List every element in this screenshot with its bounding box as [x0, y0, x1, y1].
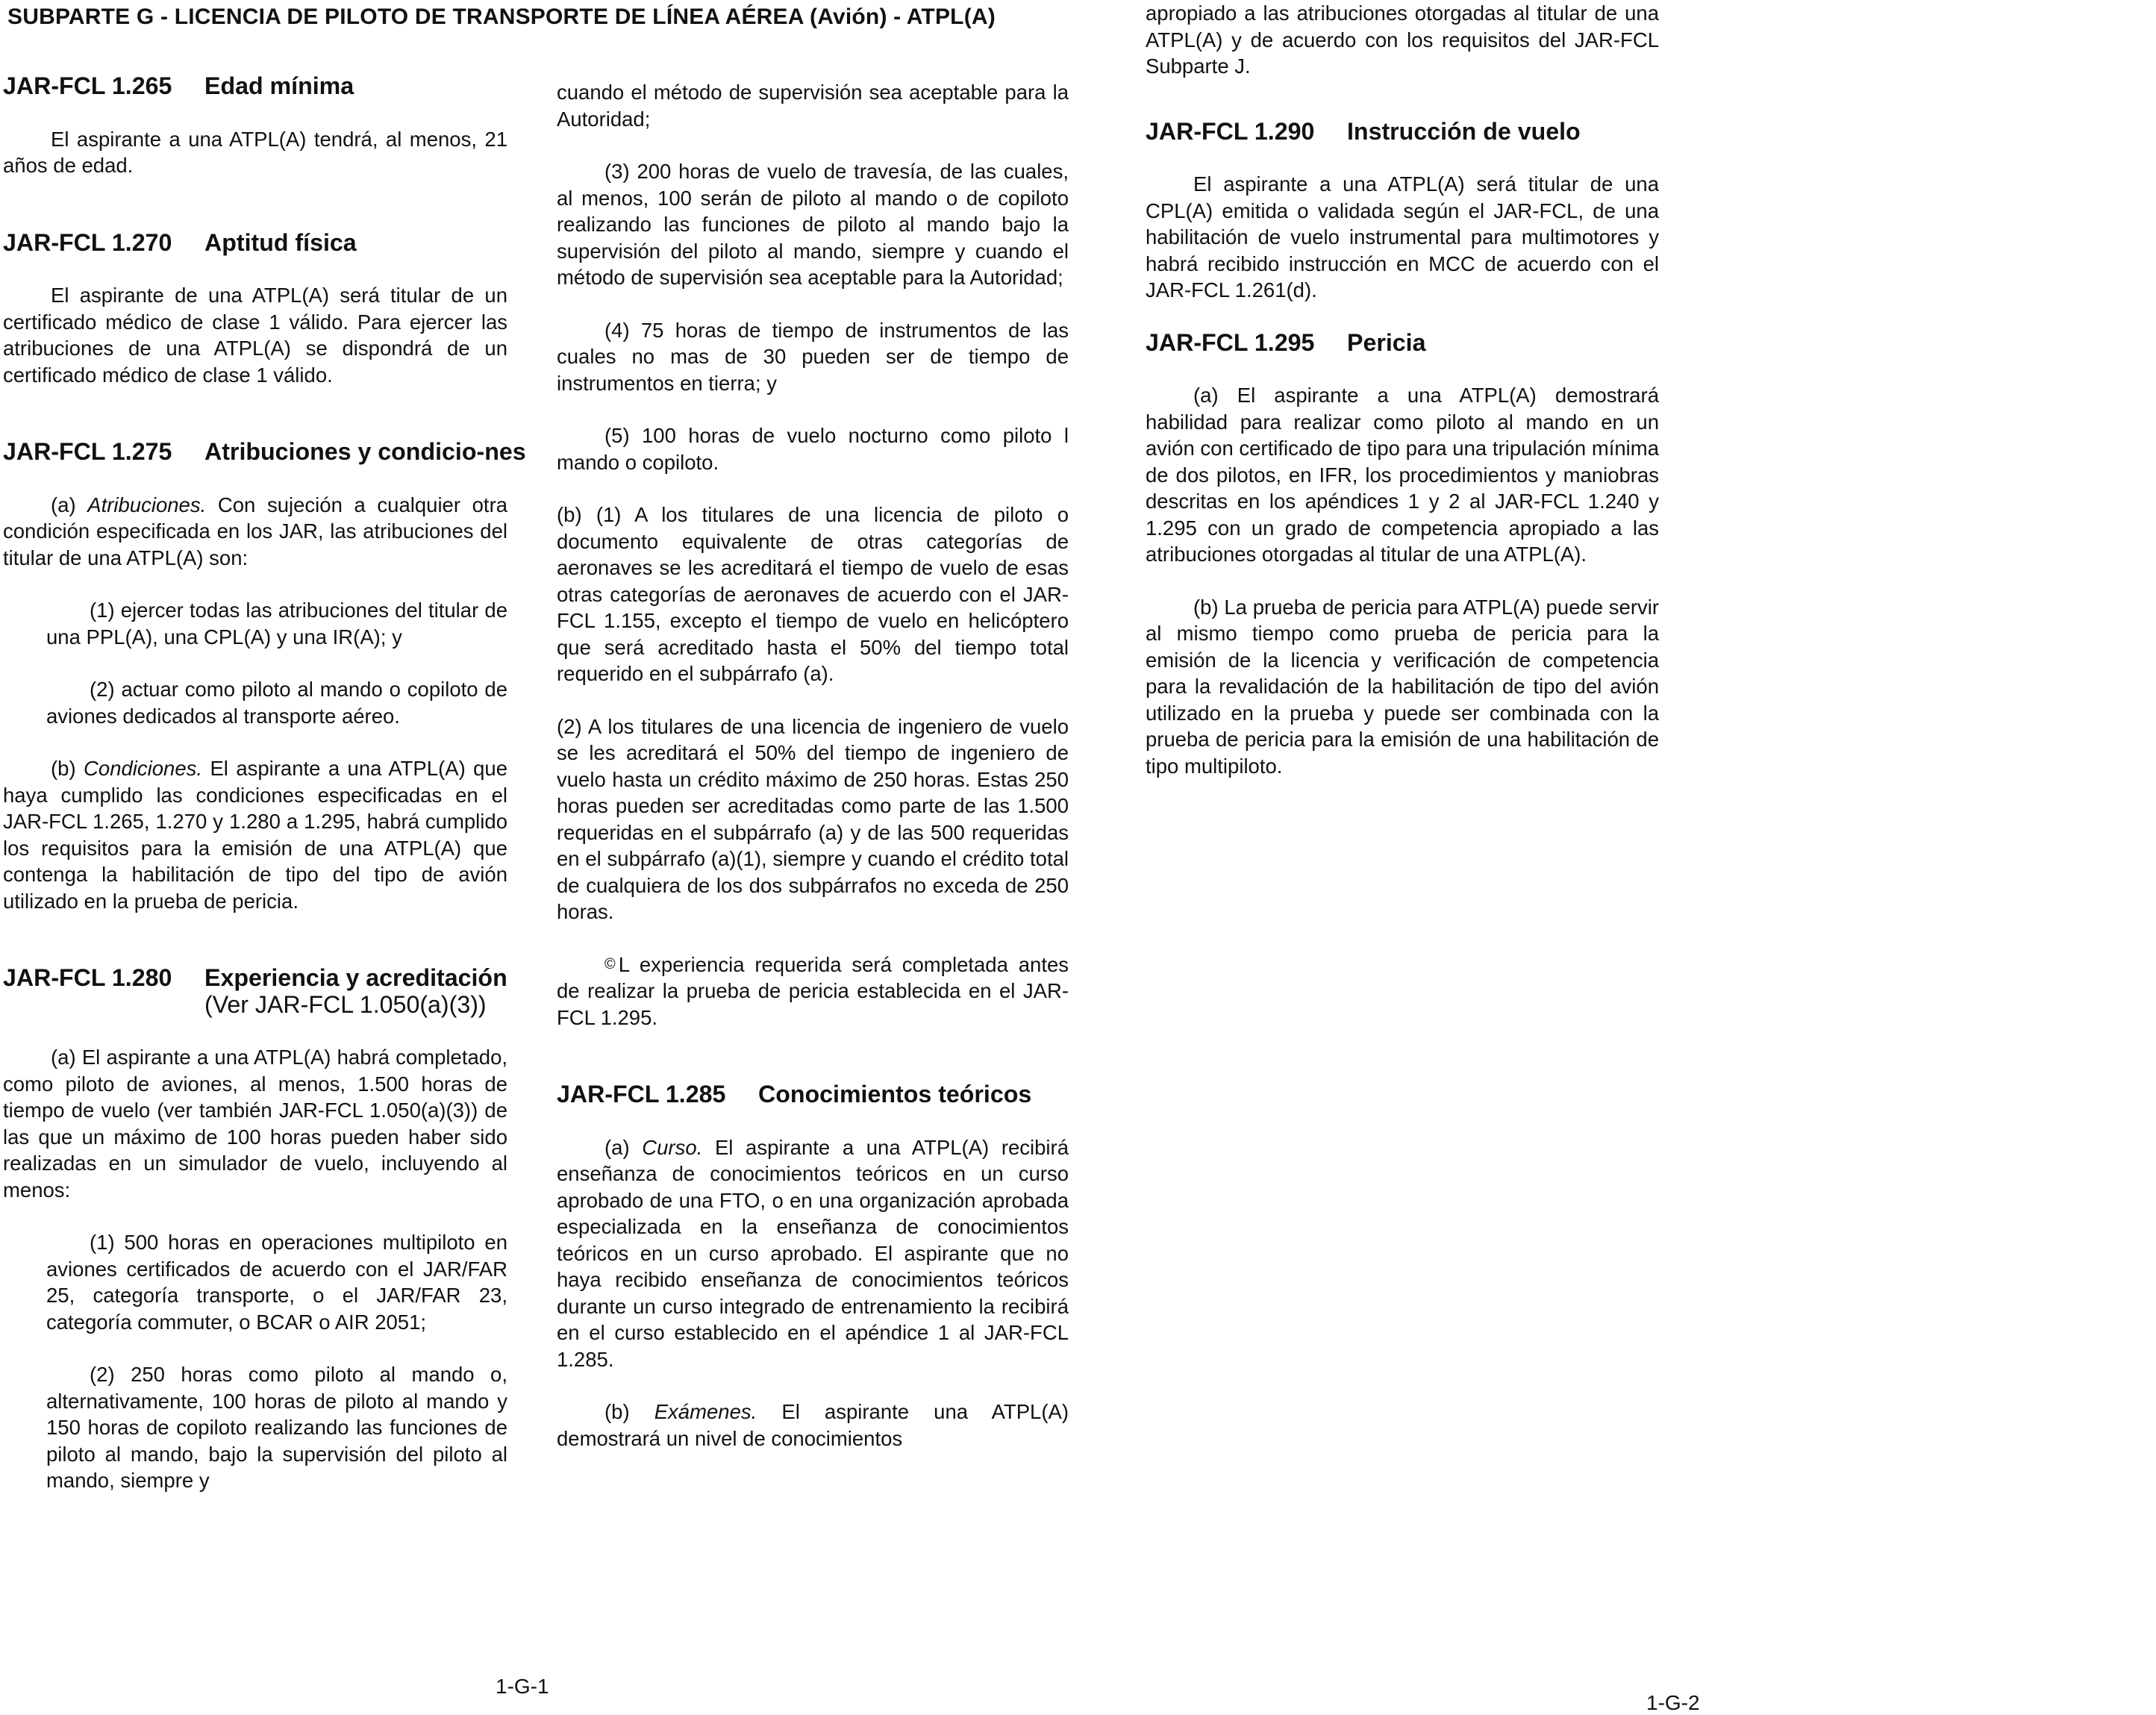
section-code: JAR-FCL 1.290: [1146, 117, 1315, 145]
item-text: L experiencia requerida será completada antes de realizar la prueba de pericia establecida en el JAR-FCL 1.295.: [557, 952, 1069, 1029]
section-code: JAR-FCL 1.270: [3, 228, 172, 256]
paragraph: [3, 755, 507, 914]
section-title: Edad mínima: [204, 72, 354, 99]
list-item: (3) 200 horas de vuelo de travesía, de las cuales, al menos, 100 serán de piloto al mando o de copiloto realizando las funciones de piloto al mando bajo la supervisión del piloto al mando, siempre y cuando el método de supervisión sea aceptable para la Autoridad;: [557, 160, 1069, 289]
item-title: Atribuciones.: [87, 493, 207, 516]
list-item: (4) 75 horas de tiempo de instrumentos de las cuales no mas de 30 pueden ser de tiempo de instrumentos en tierra; y: [557, 318, 1069, 395]
section-heading-1-265: [3, 73, 507, 100]
paragraph: El aspirante a una ATPL(A) será titular de una CPL(A) emitida o validada según el JAR-FCL, de una habilitación de vuelo instrumental para multimotores y habrá recibido instrucción en MCC de acuerdo con el JAR-FCL 1.261(d).: [1146, 172, 1659, 302]
section-heading-1-280: [3, 965, 507, 1018]
column-2: [557, 79, 1069, 1452]
page-number-right: 1-G-2: [1646, 1691, 1700, 1714]
page-number-left: 1-G-1: [496, 1675, 549, 1698]
section-code: JAR-FCL 1.280: [3, 964, 172, 991]
section-heading-1-295: [1146, 330, 1659, 357]
paragraph: cuando el método de supervisión sea aceptable para la Autoridad;: [557, 81, 1069, 131]
item-label: (a): [604, 1135, 630, 1159]
paragraph: El aspirante de una ATPL(A) será titular de un certificado médico de clase 1 válido. Para ejercer las atribuciones de una ATPL(A) se dispondrá de un certificado médico de clase 1 válido.: [3, 284, 507, 387]
section-title: Conocimientos teóricos: [758, 1081, 1032, 1108]
paragraph: El aspirante a una ATPL(A) tendrá, al menos, 21 años de edad.: [3, 127, 507, 177]
item-text: El aspirante a una ATPL(A) que haya cumplido las condiciones especificadas en el JAR-FCL 1.265, 1.270 y 1.280 a 1.295, habrá cumplido los requisitos para la emisión de una ATPL(A) que contenga la habilitación de tipo del tipo de avión utilizado en la prueba de pericia.: [3, 757, 508, 913]
section-heading-1-270: [3, 230, 507, 257]
list-item: (1) ejercer todas las atribuciones del titular de una PPL(A), una CPL(A) y una IR(A); y: [46, 599, 507, 649]
section-title: Aptitud física: [204, 228, 357, 256]
list-item: (1) 500 horas en operaciones multipiloto en aviones certificados de acuerdo con el JAR/FAR 25, categoría transporte, o el JAR/FAR 23, categoría commuter, o BCAR o AIR 2051;: [46, 1231, 507, 1334]
section-code: JAR-FCL 1.275: [3, 438, 172, 465]
list-item: (5) 100 horas de vuelo nocturno como piloto l mando o copiloto.: [557, 424, 1069, 474]
section-title: Pericia: [1347, 328, 1426, 356]
section-code: JAR-FCL 1.265: [3, 72, 172, 99]
paragraph: [557, 1399, 1069, 1452]
section-title: Atribuciones y condicio-nes: [204, 438, 526, 465]
column-3: [1146, 0, 1659, 779]
section-code: JAR-FCL 1.285: [557, 1081, 726, 1108]
paragraph: (a) El aspirante a una ATPL(A) habrá completado, como piloto de aviones, al menos, 1.500 horas de tiempo de vuelo (ver también JAR-FCL 1.050(a)(3)) de las que un máximo de 100 horas pueden haber sido realizadas en un simulador de vuelo, incluyendo al menos:: [3, 1046, 507, 1202]
item-label: (b): [51, 757, 76, 780]
item-label: (a): [51, 493, 76, 516]
list-item: (2) actuar como piloto al mando o copiloto de aviones dedicados al transporte aéreo.: [46, 678, 507, 728]
section-heading-1-285: [557, 1081, 1069, 1108]
page-title: SUBPARTE G - LICENCIA DE PILOTO DE TRANSPORTE DE LÍNEA AÉREA (Avión) - ATPL(A): [7, 4, 996, 29]
paragraph: [3, 492, 507, 572]
paragraph: (b) (1) A los titulares de una licencia de piloto o documento equivalente de otras categorías de aeronaves se les acreditará el tiempo de vuelo de esas otras categorías de aeronaves de acuerdo con el JAR-FCL 1.155, excepto el tiempo de vuelo en helicóptero que será acreditado hasta el 50% del tiempo total requerido en el subpárrafo (a).: [557, 503, 1069, 685]
section-heading-1-290: [1146, 119, 1659, 146]
paragraph: (a) El aspirante a una ATPL(A) demostrará habilidad para realizar como piloto al mando en un avión con certificado de tipo para una tripulación mínima de dos pilotos, en IFR, los procedimientos y maniobras descritas en los apéndices 1 y 2 al JAR-FCL 1.240 y 1.295 con un grado de competencia apropiado a las atribuciones otorgadas al titular de una ATPL(A).: [1146, 384, 1659, 566]
item-title: Exámenes.: [654, 1400, 757, 1423]
column-1: [3, 72, 526, 1494]
section-heading-1-275: [3, 438, 526, 466]
item-text: Con sujeción a cualquier otra condición especificada en los JAR, las atribuciones del titular de una ATPL(A) son:: [3, 493, 508, 569]
item-label: (b): [604, 1400, 630, 1423]
paragraph: (b) La prueba de pericia para ATPL(A) puede servir al mismo tiempo como prueba de pericia para la emisión de la licencia y verificación de competencia para la revalidación de la habilitación de tipo del avión utilizado en la prueba y puede ser combinada con la prueba de pericia para la emisión de una habilitación de tipo multipiloto.: [1146, 595, 1659, 778]
section-code: JAR-FCL 1.295: [1146, 328, 1315, 356]
list-item: (2) 250 horas como piloto al mando o, alternativamente, 100 horas de piloto al mando y 150 horas de copiloto realizando las funciones de piloto al mando, bajo la supervisión del piloto al mando, siempre y: [46, 1363, 507, 1492]
section-reference: (Ver JAR-FCL 1.050(a)(3)): [204, 990, 487, 1018]
copyright-symbol: ©: [604, 955, 616, 972]
item-title: Curso.: [642, 1135, 703, 1159]
section-title: Experiencia y acreditación: [204, 964, 507, 991]
paragraph: (2) A los titulares de una licencia de ingeniero de vuelo se les acreditará el 50% del tiempo de ingeniero de vuelo hasta un crédito máximo de 250 horas. Estas 250 horas pueden ser acreditadas como parte de las 1.500 requeridas en el subpárrafo (a) y de las 500 requeridas en el subpárrafo (a)(1), siempre y cuando el crédito total de cualquiera de los dos subpárrafos no exceda de 250 horas.: [557, 714, 1069, 923]
item-text: El aspirante a una ATPL(A) recibirá enseñanza de conocimientos teóricos en un curso aprobado de una FTO, o en una organización aprobada especializada en la enseñanza de conocimientos teóricos en un curso aprobado. El aspirante que no haya recibido enseñanza de conocimientos teóricos durante un curso integrado de entrenamiento la recibirá en el curso establecido en el apéndice 1 al JAR-FCL 1.285.: [557, 1135, 1069, 1371]
paragraph: apropiado a las atribuciones otorgadas al titular de una ATPL(A) y de acuerdo con los requisitos del JAR-FCL Subparte J.: [1146, 1, 1659, 78]
section-title: Instrucción de vuelo: [1347, 117, 1581, 145]
item-text: El aspirante una ATPL(A) demostrará un nivel de conocimientos: [557, 1400, 1069, 1450]
item-title: Condiciones.: [84, 757, 203, 780]
paragraph: [557, 952, 1069, 1031]
paragraph: [557, 1134, 1069, 1373]
